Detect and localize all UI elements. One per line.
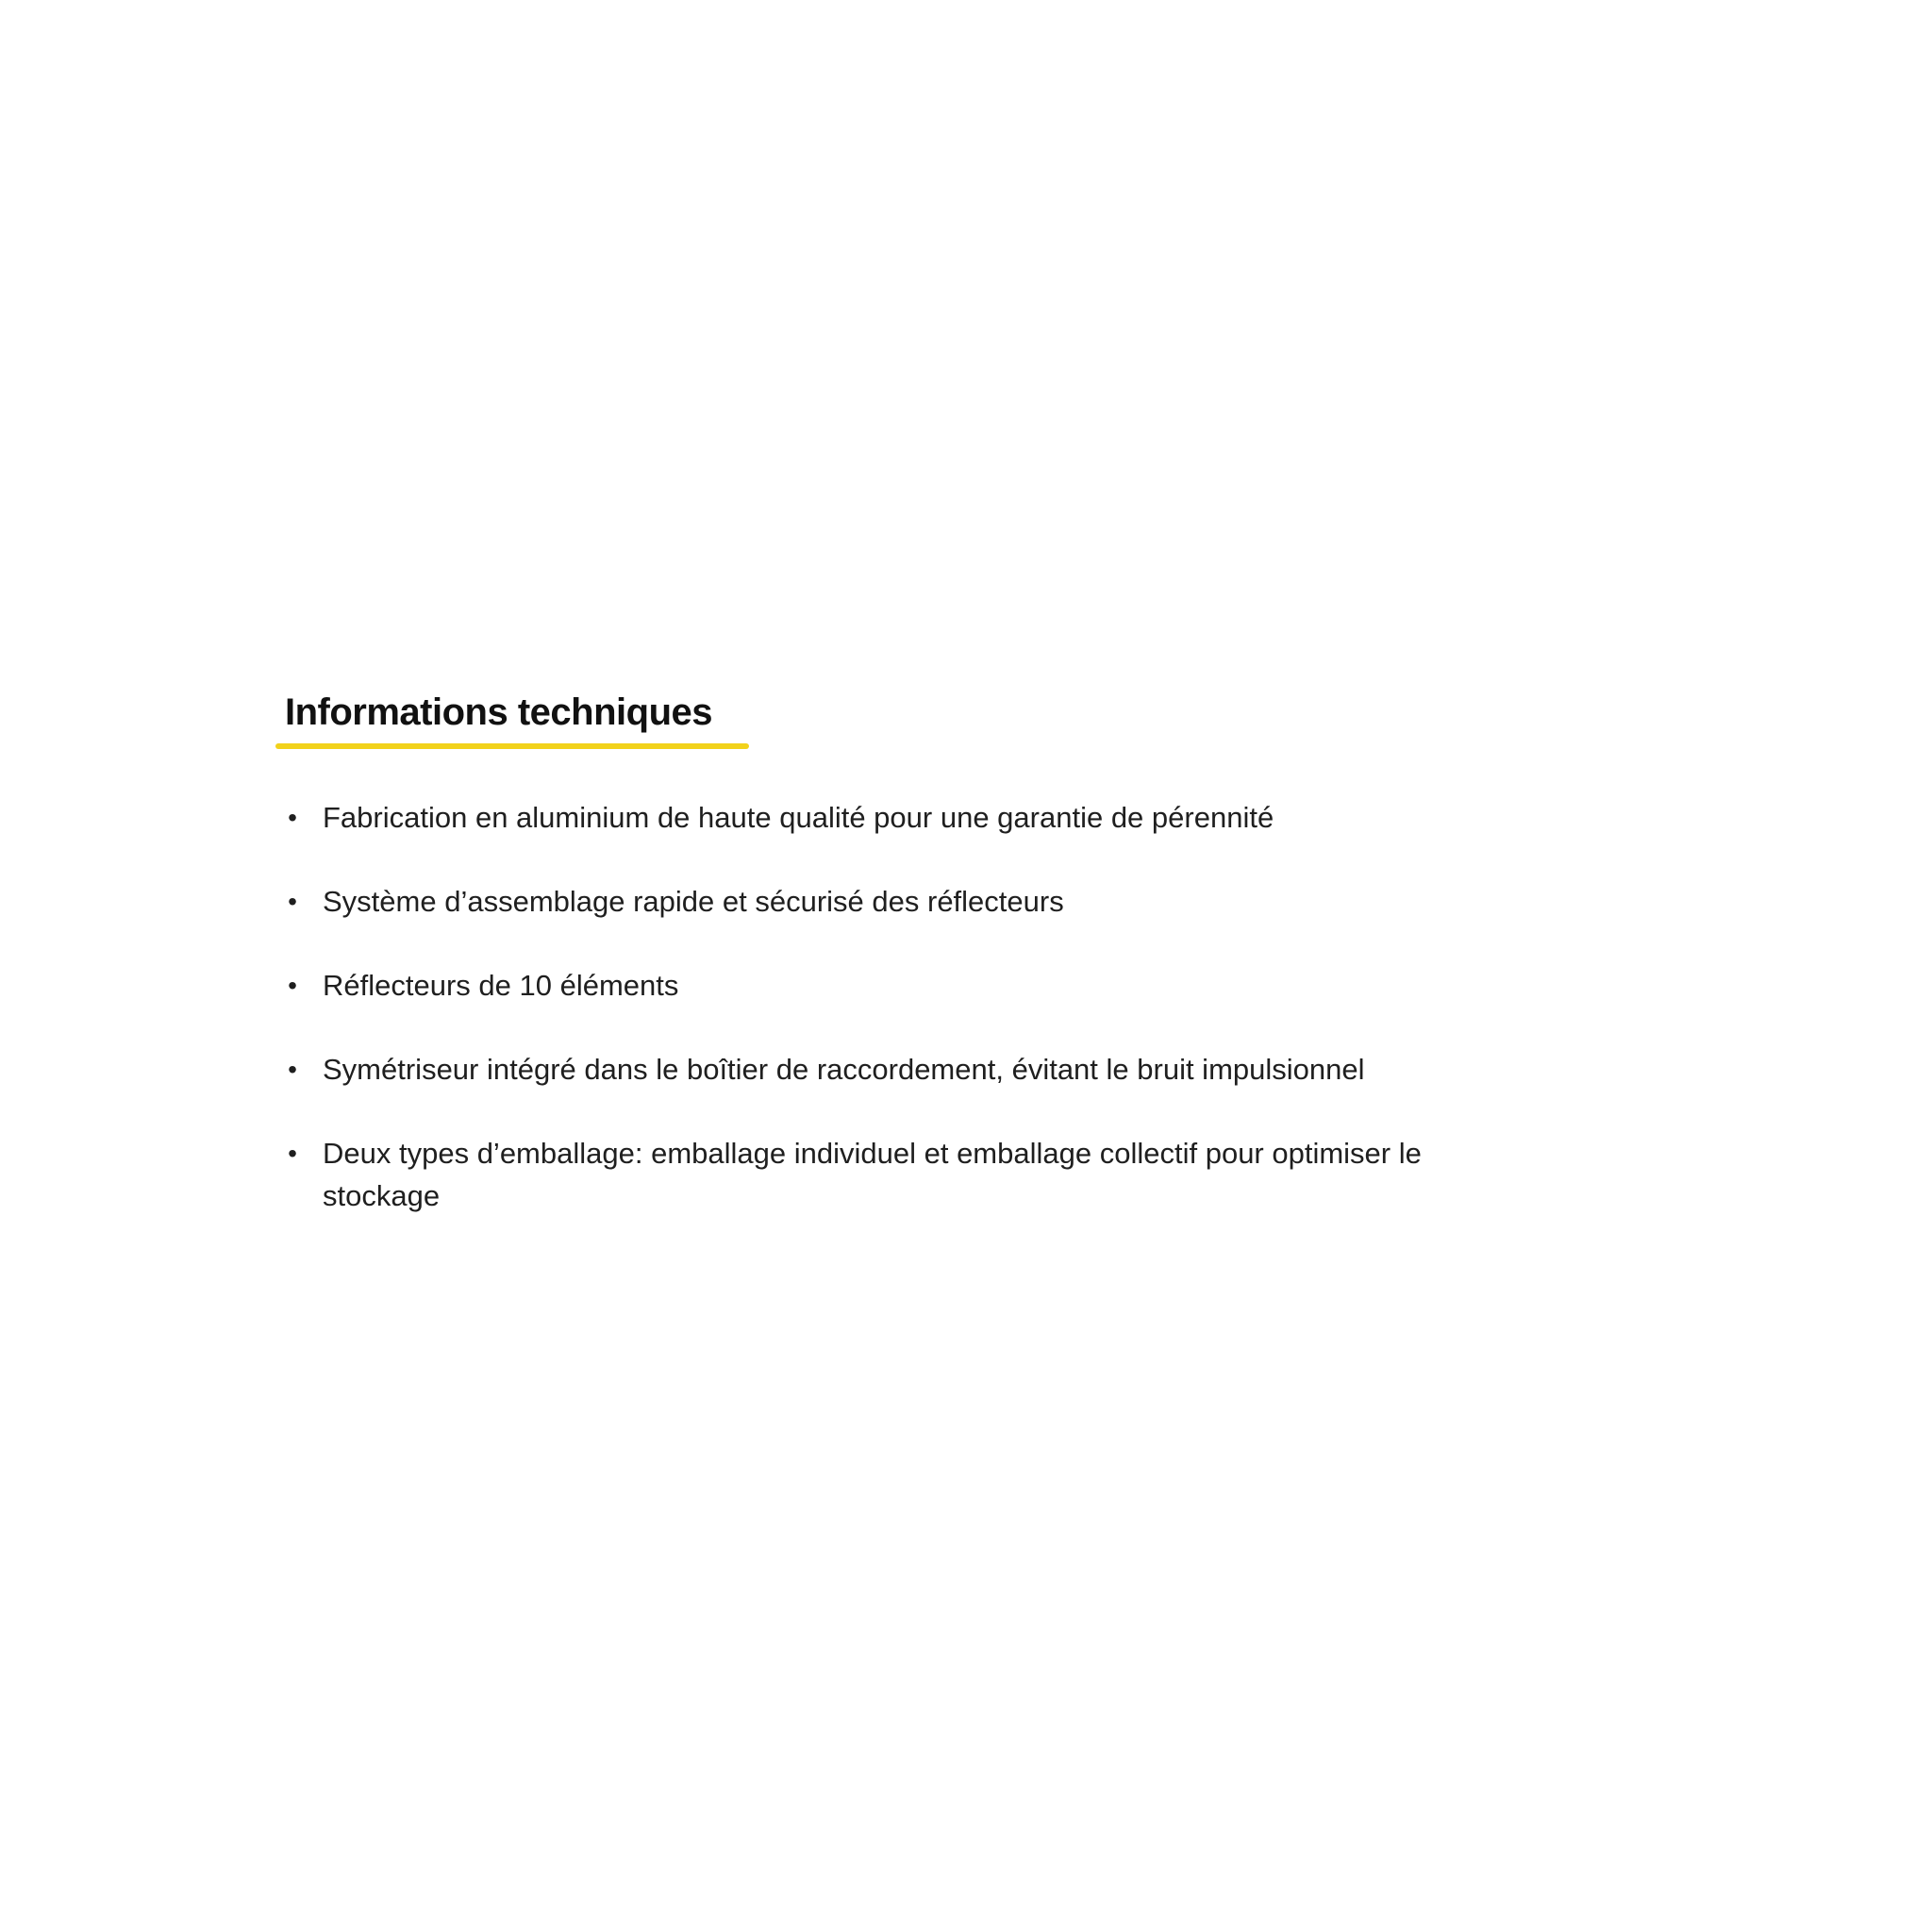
bullet-icon: • (288, 887, 297, 916)
bullet-icon: • (288, 803, 297, 832)
list-item (283, 796, 1623, 839)
list-item-text: Symétriseur intégré dans le boîtier de raccordement, évitant le bruit impulsionnel (323, 1053, 1365, 1086)
list-item-text: Système d’assemblage rapide et sécurisé des réflecteurs (323, 885, 1064, 918)
list-item (283, 964, 1623, 1007)
bullet-icon: • (288, 1139, 297, 1168)
bullet-icon: • (288, 971, 297, 1000)
list-item (283, 1048, 1623, 1091)
technical-info-section (283, 685, 1623, 1258)
list-item (283, 1132, 1623, 1217)
features-list (283, 796, 1623, 1217)
list-item-text: Réflecteurs de 10 éléments (323, 969, 679, 1002)
title-underline (275, 743, 749, 749)
bullet-icon: • (288, 1055, 297, 1084)
section-title: Informations techniques (285, 691, 712, 733)
list-item-text: Deux types d’emballage: emballage individuel et emballage collectif pour optimiser le stockage (323, 1137, 1422, 1212)
list-item-text: Fabrication en aluminium de haute qualité pour une garantie de pérennité (323, 801, 1274, 834)
list-item (283, 880, 1623, 923)
